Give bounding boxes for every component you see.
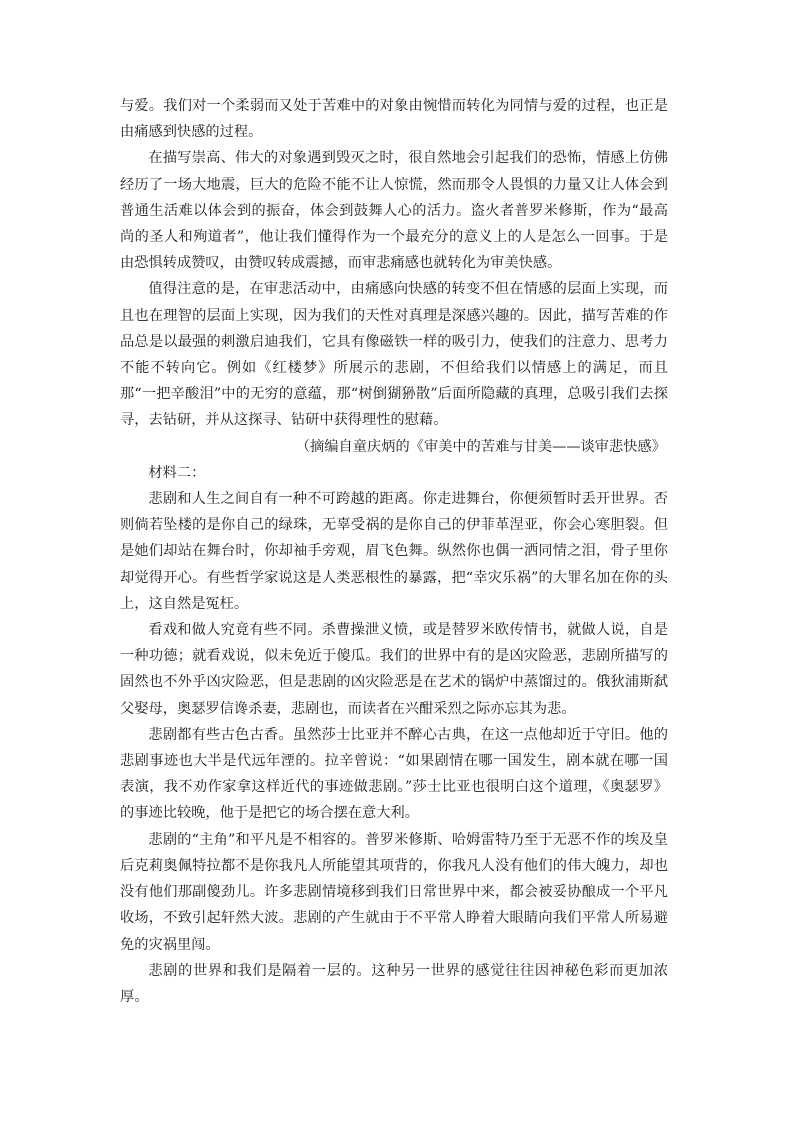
paragraph-watching-vs-living: 看戏和做人究竟有些不同。杀曹操泄义愤，或是替罗米欧传情书，就做人说，自是一种功德；就看戏说，似未免近于傻瓜。我们的世界中有的是凶灾险恶，悲剧所描写的固然也不外乎凶灾险恶，但是悲剧的凶灾险恶是在艺术的锅炉中蒸馏过的。俄狄浦斯弑父娶母，奥瑟罗信谗杀妻，悲剧也，而读者在兴酣采烈之际亦忘其为悲。 [120, 622, 668, 717]
paragraph-another-world: 悲剧的世界和我们是隔着一层的。这种另一世界的感觉往往因神秘色彩而更加浓厚。 [120, 962, 668, 1005]
paragraph-sublime-destruction: 在描写崇高、伟大的对象遇到毁灭之时，很自然地会引起我们的恐怖，情感上仿佛经历了一场大地震，巨大的危险不能不让人惊慌，然而那令人畏惧的力量又让人体会到普通生活难以体会到的振奋，体会到鼓舞人心的活力。盗火者普罗米修斯，作为“最高尚的圣人和殉道者”，他让我们懂得作为一个最充分的意义上的人是怎么一回事。于是由恐惧转成赞叹，由赞叹转成震撼，而审悲痛感也就转化为审美快感。 [120, 150, 668, 272]
paragraph-continuation: 与爱。我们对一个柔弱而又处于苦难中的对象由惋惜而转化为同情与爱的过程，也正是由痛感到快感的过程。 [120, 98, 668, 141]
paragraph-antiquity: 悲剧都有些古色古香。虽然莎士比亚并不醉心古典，在这一点他却近于守旧。他的悲剧事迹也大半是代远年湮的。拉辛曾说：“如果剧情在哪一国发生，剧本就在哪一国表演，我不劝作家拿这样近代的事迹做悲剧。”莎士比亚也很明白这个道理，《奥瑟罗》的事迹比较晚，他于是把它的场合摆在意大利。 [120, 726, 668, 822]
source-citation: （摘编自童庆炳的《审美中的苦难与甘美——谈审悲快感》 [295, 438, 666, 455]
article-body [120, 93, 668, 1010]
paragraph-distance: 悲剧和人生之间自有一种不可跨越的距离。你走进舞台，你便须暂时丢开世界。否则倘若坠楼的是你自己的绿珠，无辜受祸的是你自己的伊菲革涅亚，你会心寒胆裂。但是她们却站在舞台时，你却袖手旁观，眉飞色舞。纵然你也偶一洒同情之泪，骨子里你却觉得开心。有些哲学家说这是人类恶根性的暴露，把“幸灾乐祸”的大罪名加在你的头上，这自然是冤枉。 [120, 491, 668, 612]
paragraph-protagonist: 悲剧的“主角”和平凡是不相容的。普罗米修斯、哈姆雷特乃至于无恶不作的埃及皇后克莉奥佩特拉都不是你我凡人所能望其项背的，你我凡人没有他们的伟大魄力，却也没有他们那副傻劲儿。许多悲剧情境移到我们日常世界中来，都会被妥协酿成一个平凡收场，不致引起轩然大波。悲剧的产生就由于不平常人睁着大眼睛向我们平常人所易避免的灾祸里闯。 [120, 831, 668, 953]
material-two-heading: 材料二： [148, 464, 206, 481]
paragraph-reason-level: 值得注意的是，在审悲活动中，由痛感向快感的转变不但在情感的层面上实现，而且也在理智的层面上实现，因为我们的天性对真理是深感兴趣的。因此，描写苦难的作品总是以最强的刺激启迪我们，它具有像磁铁一样的吸引力，使我们的注意力、思考力不能不转向它。例如《红楼梦》所展示的悲剧，不但给我们以情感上的满足，而且那“一把辛酸泪”中的无穷的意蕴，那“树倒猢狲散”后面所隐藏的真理，总吸引我们去探寻，去钻研，并从这探寻、钻研中获得理性的慰藉。 [120, 281, 668, 429]
